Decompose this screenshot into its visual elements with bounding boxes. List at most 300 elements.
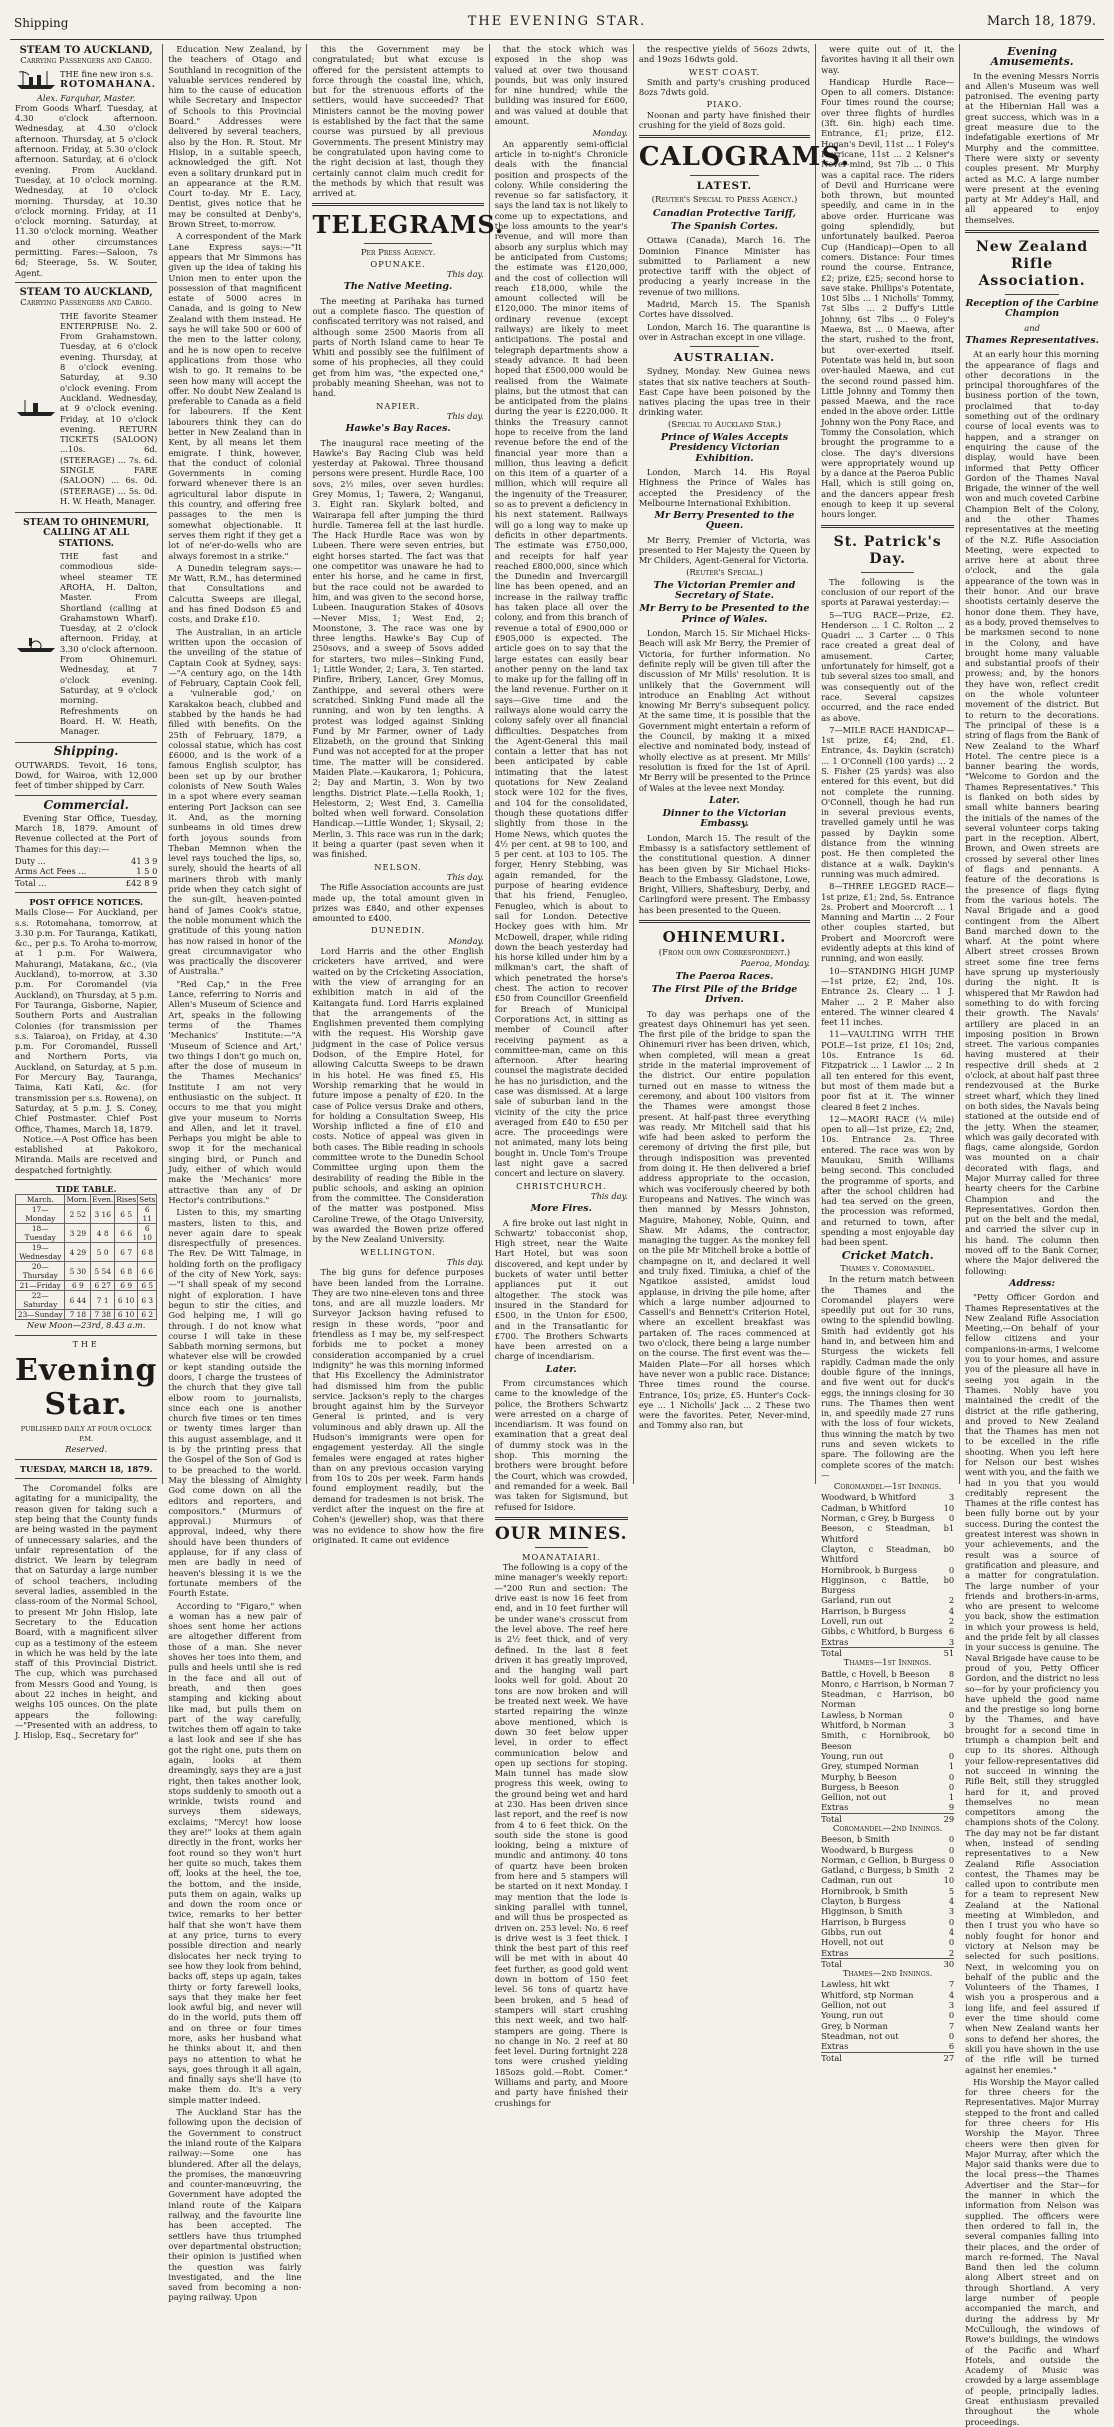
article-text: According to "Figaro," when a woman has a new pair of shoes sent home her actions are altogether different from those of a man. She never shoves her toes into them, and pulls and heels until she is red in the face and all out of breath, and then goes stamping and kicking about like mad, but pulls them on part of the way carefully, twitches them off again to take a last look and see if she has got the right one, puts them on again, looks at them dreamingly, says they are a just right, then takes another look, stops suddenly to smooth out a wrinkle, twists round and surveys them sideways, exclaims, "Mercy! how loose they are!" looks at them again directly in the front, works her foot round so they won't hurt her quite so much, takes them off, looks at the heel, the toe, the bottom, and the inside, puts them on again, walks up and down the room once or twice, remarks to her better half that she won't have them at any price, turns to every possible direction and nearly dislocates her neck trying to see how they look from behind, backs off, steps up again, takes thirty or forty farewell looks, says that they make her feet look awful big, and never will do in the world, puts them off and on three or four times more, asks her husband what he thinks about it, and then pays no attention to what he says, goes through it all again, and finally says she'll have (to make them do. It's a very simple matter indeed. <box>168 1600 302 2105</box>
batsman-score-row <box>821 1886 954 1896</box>
batsman-score-row <box>821 1782 954 1792</box>
tide-cell: 6 6 <box>138 1262 157 1281</box>
batsman-score-row <box>821 1948 954 1958</box>
premier-heading: The Victorian Premier and Secretary of State. <box>653 579 796 602</box>
ship-name: ROTOMAHANA. <box>60 78 157 90</box>
notice-text: Notice.—A Post Office has been established at Pakokoro, Miranda. Mails are received and despatched fortnightly. <box>15 1133 158 1175</box>
batsman-runs: 4 <box>948 1605 955 1616</box>
article-text: London, March 16. The quarantine is over in Astrachan except in one village. <box>638 321 811 342</box>
tide-column-header: Even. <box>92 1195 114 1205</box>
cricket-heading: Cricket Match. <box>841 1248 934 1262</box>
batsman-name: Gellion, not out <box>821 1792 887 1803</box>
tide-cell: 3 16 <box>91 1205 115 1224</box>
batsman-name: Whitford, b Norman <box>821 1720 906 1731</box>
article-text: At an early hour this morning the appearance of flags and other decorations in the principal thoroughfares of the business portion of the town, proclaimed that to-day something out of the ordinary course of local events was to happen, and a stranger on enquiring the cause of the display, would have been informed that Petty Officer Gordon of the Thames Naval Brigade, the winner of the well won and much coveted Carbine Champion Belt of the Colony, and the other Thames representatives at the meeting of the N.Z. Rifle Association Meeting, were expected to arrive here at about three o'clock, and the gala appearance of the town was in their honor. And our brave shootists certainly deserve the honor done them. They have, as a body, proved themselves to be marksmen second to none in the Colony, and have brought home many valuable and substantial proofs of their prowess; and, by the honors they have won, reflect credit on the whole volunteer movement of the district. But to return to the decorations. The principal of these is a string of flags from the Bank of New Zealand to the Wharf Hotel. The centre piece is a banner bearing the words, "Welcome to Gordon and the Thames Representatives." This is flanked on both sides by small white banners bearing the initials of the names of the several volunteer corps taking part in the reception. Albert, Brown, and Owen streets are crossed by several other lines of flags and pennants. A feature of the decorations is the presence of flags flying from the various hotels. The Naval Brigade and a good contingent from the Albert Band marched down to the wharf. At the point where Albert street crosses Brown street some fine tree ferns have sprung up mysteriously during the night. It is whispered that Mr Rawdon had something to do with forcing their growth. The Navals' artillery are placed in an imposing position in Brown street. The various companies having mustered at their respective drill sheds at 2 o'clock, at about half past three rendezvoused at the Burke street wharf, which they lined on both sides, the Navals being stationed at the outside end of the jetty. When the steamer, which was gaily decorated with flags, came alongside, Gordon was mounted on a chair decorated with flags, and Major Murray called for three hearty cheers for the Carbine Champion and the Representatives. Gordon then put on the belt and the medal, and carried the silver cup in his hand. The column then moved off to the Bank Corner, where the Major delivered the following: <box>965 349 1100 1276</box>
revenue-total-row: Total ... £42 8 9 <box>15 877 158 888</box>
batsman-runs: 0 <box>948 1709 955 1720</box>
section-label: Shipping <box>14 16 69 30</box>
batsman-score-row <box>821 2041 954 2051</box>
batsman-name: Lawless, hit wkt <box>821 1979 890 1990</box>
batsman-score-row <box>821 1845 954 1855</box>
batsman-score-row <box>821 1575 954 1596</box>
batsman-runs: 4 <box>948 1926 955 1937</box>
tide-row <box>16 1205 157 1224</box>
batsman-name: Gatland, c Burgess, b Smith <box>821 1865 940 1876</box>
batsman-runs: 3 <box>948 1636 955 1647</box>
berry2-heading: Mr Berry to be Presented to the Prince of Wales. <box>639 603 810 625</box>
article-text: The Australian, in an article written upon the occasion of the unveiling of the statue of Captain Cook at Sydney, says:—"A century ago, on the 14th of February, Captain Cook fell, a 'vulnerable god,' on Karakakoa beach, clubbed and stabbed by the hands he had filled with benefits. On the 25th of February, 1879, a colossal statue, which has cost £6000, and is the work of a famous English sculptor, has been set up by our brother colonists of New South Wales in a spot where every seaman entering Port Jackson can see it. And, as the morning sunbeams in old times drew forth joyous sounds from Theban Memnon when the level rays touched the lips, so, surely, should the hearts of all mariners throb with manly pride when they catch sight of the sun-gilt, heaven-pointed hand of James Cook's statue, the noble monument which the gratitude of this young nation has now raised in honor of the great circumnavigator who was practically the discoverer of Australia." <box>168 626 302 977</box>
article-text: Sydney, Monday. New Guinea news states that six native teachers at South-East Cape have been poisoned by the natives placing the upas tree in their drinking water. <box>638 366 811 418</box>
dateline-place: NELSON. <box>374 861 422 872</box>
batsman-name: Monro, c Harrison, b Norman <box>821 1678 947 1689</box>
batsman-name: Hornibrook, b Burgess <box>821 1564 917 1575</box>
batsman-name: Extras <box>821 1636 849 1647</box>
paddle-steamer-icon <box>15 634 57 654</box>
leader-text: The Coromandel folks are agitating for a municipality, the reason given for taking such a step being that the County funds are being wasted in the payment of unnecessary salaries, and the unfair representation of the district. We learn by telegram that on Saturday a large number of school teachers, including several ladies, assembled in the class-room of the Normal School, to present Mr John Hislop, late Secretary to the Education Board, with a magnificent silver cup as a testimony of the esteem in which he was held by the late staff of this Provincial District. The cup, which was purchased from Messrs Good and Young, is about 22 inches in height, and weighs 105 ounces. On the plate appears the following:—"Presented with an address, to J. Hislop, Esq., Secretary for" <box>15 1483 158 1741</box>
scorecard-coromandel-1 <box>821 1492 954 1646</box>
batsman-runs: 1 <box>948 1523 955 1534</box>
article-text: The following is a copy of the mine manager's weekly report:—"200 Run and section: The drive east is now 16 feet from end, and in 10 feet further will be under wane's crosscut from the level above. The reef here is 2½ feet thick, and of very defined. In the last 8 feet driven it has greatly improved, and the hanging wall part looks well for gold. About 20 tons are now broken and will be treated next week. We have started repairing the winze above mentioned, which is down 30 feet below upper level, in order to effect communication below and open up sections for stoping. Main tunnel has made slow progress this week, owing to the ground being wet and hard at 230. Has been driven since last report, and the reef is now from 4 to 6 feet thick. On the south side the stone is good looking, being a mixture of mundic and antimony. 40 tons of quartz have been broken from here and 5 stampers will be started on it next Monday. I may mention that the lode is sinking parallel with tunnel, and will thus be prospected as driven on. 253 level: No. 6 reef is drive west is 3 feet thick. I think the best part of this reef will be met with in about 40 feet further, as good gold went down in bottom of 150 feet level. 56 tons of quartz have been broken, and 5 head of stampers will start crushing this next week, and two half-stampers are going. There is no change in No. 2 reef at 80 feet level. During fortnight 228 tons were crushed yielding 185ozs gold.—Robt. Comer." Williams and party, and Moore and party have finished their crushings for <box>494 1562 628 2108</box>
paper-title: THE EVENING STAR. <box>467 14 647 29</box>
mine-name: PIAKO. <box>706 99 743 110</box>
batsman-score-row <box>821 2021 954 2031</box>
dateline-place: OPUNAKE. <box>370 258 426 269</box>
article-text: The meeting at Parihaka has turned out a complete fiasco. The question of confiscated territory was not raised, and although some 2500 Maoris from all parts of North Island came to hear Te Whiti and possibly see the fulfilment of some of his prophecies, all they could get from him was, "the expected one," probably meaning Sheehan, was not to hand. <box>312 295 484 399</box>
dateline-place: CHRISTCHURCH. <box>516 1180 607 1191</box>
batsman-name: Hornibrook, b Smith <box>821 1885 908 1896</box>
batsman-runs: 9 <box>948 1802 955 1813</box>
tide-row <box>16 1262 157 1281</box>
batsman-runs: 10 <box>943 1875 955 1886</box>
dateline-day: This day. <box>590 1190 628 1201</box>
batsman-runs: 2 <box>948 1947 955 1958</box>
innings-total: Total 51 <box>821 1647 955 1658</box>
moon-text: New Moon—23rd, 8.43 a.m. <box>27 1320 146 1331</box>
batsman-runs: 5 <box>948 1885 955 1896</box>
column-2 <box>163 44 307 2303</box>
berry-heading: Mr Berry Presented to the Queen. <box>654 510 795 532</box>
batsman-score-row <box>821 1679 954 1689</box>
batsman-name: Burgess, b Beeson <box>821 1781 899 1792</box>
batsman-name: Smith, c Hornibrook, b Beeson <box>821 1730 949 1751</box>
tide-cell: 6 5 <box>115 1205 138 1224</box>
batsman-name: Garland, run out <box>821 1595 892 1606</box>
tide-row <box>16 1281 157 1291</box>
batsman-name: Gibbs, run out <box>821 1926 882 1937</box>
tide-cell: 6 9 <box>115 1281 138 1291</box>
dinner-heading: Dinner to the Victorian Embassy. <box>662 808 787 830</box>
batsman-score-row <box>821 1792 954 1802</box>
innings-total: Total 29 <box>821 1813 955 1824</box>
nameplate-the: THE <box>72 1339 100 1349</box>
tide-cell: 6 9 <box>65 1281 91 1291</box>
tide-cell: 6 2 <box>138 1310 157 1320</box>
batsman-name: Extras <box>821 1947 849 1958</box>
batsman-name: Grey, stumped Norman <box>821 1761 919 1772</box>
batsman-score-row <box>821 1937 954 1947</box>
scorecard-thames-2 <box>821 1979 954 2051</box>
reuters-line: (Reuter's Special to Press Agency.) <box>651 195 798 206</box>
batsman-runs: 0 <box>948 1564 955 1575</box>
innings-heading: Thames—2nd Innings. <box>842 1969 933 1980</box>
tide-column-header: March. <box>16 1195 65 1205</box>
batsman-name: Beeson, b Smith <box>821 1834 890 1845</box>
batsman-runs: 0 <box>948 1513 955 1524</box>
column-5 <box>634 44 851 1484</box>
masthead <box>10 10 1104 40</box>
tide-cell: 2 52 <box>65 1205 91 1224</box>
commercial-text: Evening Star Office, Tuesday, March 18, 1879. Amount of Revenue collected at the Port of Thames for this day:— <box>15 812 158 854</box>
column-1 <box>10 44 163 1741</box>
article-text: London, March 15. Sir Michael Hicks-Beach will ask Mr Berry, the Premier of Victoria, for further information. No definite reply will be given till after the discussion of Mr Mills' resolution. It is unlikely that the Government will introduce an Enabling Act without knowing Mr Berry's subsequent policy. At the same time, it is possible that the Government might entertain a reform of the Council, by making it a mixed elective and nominated body, instead of wholly elective as at present. Mr Mills' resolution is fixed for the 1st of April. Mr Berry will be presented to the Prince of Wales at the levee next Monday. <box>638 628 811 793</box>
tide-cell: 3 29 <box>65 1224 91 1243</box>
batsman-name: Clayton, b Burgess <box>821 1896 901 1907</box>
tide-cell: 18—Tuesday <box>16 1224 65 1243</box>
batsman-name: Cadman, b Whitford <box>821 1502 907 1513</box>
batsman-runs: 0 <box>948 2010 955 2021</box>
ad-steam-ohinemuri <box>15 516 157 743</box>
batsman-runs: 1 <box>948 1761 955 1772</box>
batsman-name: Battle, c Hovell, b Beeson <box>821 1668 930 1679</box>
and-line: and <box>1024 322 1040 333</box>
race-result: 8—THREE LEGGED RACE—1st prize, £1; 2nd, 5s. Entrance 2s. Probert and Moorcroft ... 1 Manning and Martin ... 2 Four other couples started, but Probert and Moorcroft were evidently adepts at this kind of running, and won easily. <box>821 881 955 964</box>
nameplate: Evening Star. <box>15 1352 158 1422</box>
article-text: Lord Harris and the other English cricketers have arrived, and were waited on by the Cricketing Association, with the view of arranging for an exhibition match in aid of the Kaitangata fund. Lord Harris explained that the arrangements of the Englishmen prevented them complying with the request. His Worship gave judgment in the case of Police versus Dodson, of the Empire Hotel, for allowing Calcutta Sweeps to be drawn in his hotel. He was fined £5, His Worship remarking that he would in future impose a penalty of £20. In the case of Police versus Drake and others, for holding a Consultation Sweep, His Worship inflicted a fine of £10 and costs. Notice of appeal was given in both cases. The Bible reading in schools committee wrote to the Dunedin School Committee urging upon them the desirability of reading the Bible in the public schools, and asking an opinion from the committee. The Consideration of the matter was postponed. Miss Caroline Trewe, of the Otago University, was awarded the Bowen prize offered by the New Zealand University. <box>312 946 484 1245</box>
article-text: that the stock which was exposed in the shop was valued at over two thousand pounds, but was only insured for nine hundred; while the building was insured for £600, and was valued at double that amount. <box>494 44 628 127</box>
batsman-score-row <box>821 1503 954 1513</box>
later-heading: Later. <box>709 794 740 806</box>
ad-body: From Goods Wharf. Tuesday, at 4.30 o'clock afternoon. Wednesday, at 4.30 o'clock afternoon. Thursday, at 5 o'clock afternoon. Friday, at 5.30 o'clock afternoon. Saturday, at 6 o'clock evening. From Auckland. Tuesday, at 10 o'clock morning. Wednesday, at 10 o'clock morning. Thursday, at 10.30 o'clock morning. Friday, at 11 o'clock morning. Saturday, at 11.30 o'clock morning. Weather and other circumstances permitting. Fares:—Saloon, 7s 6d; Steerage, 5s. W. Souter, Agent. <box>15 102 158 278</box>
batsman-name: Young, run out <box>821 2010 884 2021</box>
batsman-runs: 0 <box>948 1730 955 1741</box>
tide-cell: 7 1 <box>91 1291 115 1310</box>
column-4 <box>490 44 634 2108</box>
tide-column-header: Sets <box>139 1195 156 1205</box>
paeroa-races-heading: The Paeroa Races. <box>675 970 774 982</box>
dateline-day: Monday. <box>448 935 484 946</box>
latest-heading: LATEST. <box>696 180 753 193</box>
batsman-score-row <box>821 1906 954 1916</box>
tide-cell: 19—Wednesday <box>16 1243 65 1262</box>
batsman-name: Steadman, not out <box>821 2030 899 2041</box>
mine-name: WEST COAST. <box>688 66 761 77</box>
australian-heading: AUSTRALIAN. <box>673 350 776 365</box>
dateline-day: This day. <box>446 1256 484 1267</box>
article-text: A correspondent of the Mark Lane Express says:—"It appears that Mr Simmons has given up the idea of taking his Union men to enter upon the possession of that magnificent estate of 5000 acres in Canada, and is going to New Zealand with them instead. He says he will take 500 or 600 of the men to the latter colony, and he is now open to receive applications from those who wish to go. It remains to be seen how many will accept the offer. No doubt New Zealand is preferable to Canada as a field for labourers. If the Kent labourers think they can do better in New Zealand than in Kent, by all means let them emigrate. I think, however, that the conduct of colonial Governments in coming forward whenever there is an agricultural labor dispute in this country, and offering free passages to the men is somewhat objectionable. It serves them right if they get a lot of ne'er-do-wells who are always foremost in a strike." <box>168 231 302 561</box>
reception-heading: Reception of the Carbine Champion <box>965 298 1099 320</box>
ohinemuri-heading: OHINEMURI. <box>662 928 787 947</box>
batsman-name: Higginson, b Smith <box>821 1906 903 1917</box>
batsman-score-row <box>821 1523 954 1544</box>
article-text: "Red Cap," in the Free Lance, referring to Norris and Allen's Museum of Science and Art, speaks in the following terms of the Thames 'Mechanics' Institute:—"A 'Museum of Science and Art,' two things I don't go much on, after the dose of museum in the Thames Mechanics' Institute I am not very enthusiastic on the subject. It occurs to me that you might give your museum to Norris and Allen, and let it travel. Perhaps you might be able to swop it for the mechanical singing bird, or Punch and Judy, either of which would make the 'Mechanics' more attractive than any of Dr Hector's contributions." <box>168 978 302 1205</box>
ship-illustration <box>15 551 157 736</box>
batsman-score-row <box>821 1606 954 1616</box>
batsman-name: Extras <box>821 2041 849 2052</box>
batsman-name: Murphy, b Beeson <box>821 1771 897 1782</box>
outwards-text: OUTWARDS. Tevoit, 16 tons, Dowd, for Wairoa, with 12,000 feet of timber shipped by Carr. <box>15 759 158 791</box>
press-agency-line: Per Press Agency. <box>360 248 436 259</box>
tide-cell: 4 8 <box>91 1224 115 1243</box>
batsman-runs: 0 <box>948 2030 955 2041</box>
mine-name: MOANATAIARI. <box>521 1551 601 1562</box>
rifle-association-heading: New Zealand Rifle Association. <box>976 239 1089 290</box>
prince-heading: Prince of Wales Accepts Presidency Victorian Exhibition. <box>660 432 789 464</box>
batsman-score-row <box>821 2000 954 2010</box>
tide-cell: 6 8 <box>138 1243 157 1262</box>
article-text: To day was perhaps one of the greatest days Ohinemuri has yet seen. The first pile of the bridge to span the Ohinemuri river has been driven, which, when completed, will mean a great stride in the material improvement of the district. Our entire population turned out en masse to witness the ceremony, and about 100 visitors from the Thames were amongst those present. At half-past three everything was ready. Mr Mitchell said that his wife had been asked to perform the ceremony of driving the first pile, but through indisposition was prevented from doing it. He then delivered a brief address appropriate to the occasion, which was vociferously cheered by both Europeans and Natives. The winch was then manned by Messrs Johnston, Maguire, Mahoney, Noble, Quinn, and Shaw. Mr Adams, the contractor, managing the tugger. As the monkey fell on the pile Mr Mitchell broke a bottle of champagne on it, and declared it well and truly fixed. Timiuka, a chief of the Ngatikoe assisted, amidst loud applause, in driving the pile home, after which a large number adjourned to Cassell's and Bennett's Criterion Hotel, where an excellent breakfast was partaken of. The races commenced at two o'clock, there being a large number on the course. The first event was the— Maiden Plate—For all horses which have never won a public race. Distance: Three times round the course. Entrance, 10s; prize, £5. Hunter's Cock-eye ... 1 Nicholls' Jack ... 2 These two were the favorites. Peter, Never-mind, and Tommy also ran, but <box>638 1008 811 1431</box>
batsman-runs: 0 <box>948 1916 955 1927</box>
calograms-heading: CALOGRAMS. <box>638 142 851 173</box>
issue-date: TUESDAY, MARCH 18, 1879. <box>19 1463 153 1474</box>
batsman-score-row <box>821 1855 954 1865</box>
scorecard-thames-1 <box>821 1669 954 1813</box>
arms-row: Arms Act Fees ... 1 5 0 <box>15 866 158 877</box>
tide-cell: 7 18 <box>65 1310 91 1320</box>
tariff-heading: Canadian Protective Tariff, <box>652 207 796 219</box>
batsman-runs: 0 <box>948 1937 955 1948</box>
batsman-score-row <box>821 1834 954 1844</box>
shipping-heading: Shipping. <box>53 744 119 759</box>
dateline-day: This day. <box>446 871 484 882</box>
batsman-score-row <box>821 1990 954 2000</box>
published-line: PUBLISHED DAILY AT FOUR O'CLOCK P.M. <box>20 1424 152 1444</box>
batsman-score-row <box>821 1730 954 1751</box>
article-text: From circumstances which came to the knowledge of the police, the Brothers Schwartz were arrested on a charge of incendiarism. It was found on examination that a great deal of dummy stock was in the shop. This morning the brothers were brought before the Court, which was crowded, and remanded for a week. Bail was taken for Sigismund, but refused for Isidore. <box>494 1378 628 1512</box>
our-mines-heading: OUR MINES. <box>495 1523 628 1544</box>
post-office-heading: POST OFFICE NOTICES. <box>29 896 143 907</box>
batsman-name: Gibbs, c Whitford, b Burgess <box>821 1626 943 1637</box>
dateline-day: Paeroa, Monday. <box>740 958 811 969</box>
cortes-heading: The Spanish Cortes. <box>670 220 778 232</box>
tide-cell: 5 54 <box>91 1262 115 1281</box>
batsman-name: Grey, b Norman <box>821 2020 888 2031</box>
amusements-heading: Evening Amusements. <box>990 45 1074 69</box>
batsman-runs: 2 <box>948 1595 955 1606</box>
batsman-runs: 2 <box>948 1865 955 1876</box>
batsman-name: Lovell, run out <box>821 1616 883 1627</box>
tide-row <box>16 1310 157 1320</box>
reuter-special-line: (Reuter's Special.) <box>686 567 763 578</box>
batsman-score-row <box>821 1865 954 1875</box>
article-text: London, March 14. His Royal Highness the Prince of Wales has accepted the Presidency of the Melbourne International Exhibition. <box>638 466 811 508</box>
dateline-place: WELLINGTON. <box>360 1246 436 1257</box>
article-text: Education New Zealand, by the teachers of Otago and Southland in recognition of the valuable services rendered by him to the cause of education while Secretary and Inspector of Schools to this Provincial Board." Addresses were delivered by several teachers, also by the Hon. R. Stout. Mr Hislop, in a suitable speech, acknowledged the gift. Not even a solitary drunkard put in an appearance at the R.M. Court to-day. Mr E. Lacy, Dentist, gives notice that he may be consulted at Denby's, Brown Street, to-morrow. <box>168 44 302 230</box>
batsman-score-row <box>821 1751 954 1761</box>
ad-title: STEAM TO OHINEMURI, CALLING AT ALL STATIONS. <box>23 518 150 549</box>
article-text: Noonan and party have finished their crushing for the yield of 8ozs gold. <box>638 109 811 131</box>
telegrams-heading: TELEGRAMS. <box>312 210 505 240</box>
batsman-runs: 4 <box>948 1989 955 2000</box>
article-text: Madrid, March 15. The Spanish Cortes have dissolved. <box>638 299 811 320</box>
article-text: A Dunedin telegram says:—Mr Watt, R.M., has determined that Consultations and Calcutta Sweeps are illegal, and has fined Dodson £5 and costs, and Drake £10. <box>168 562 302 625</box>
tide-column-header: Morn. <box>66 1195 90 1205</box>
bridge-pile-heading: The First Pile of the Bridge Driven. <box>651 983 798 1006</box>
cricket-subheading: Thames v. Coromandel. <box>840 1263 936 1274</box>
tide-cell: 23—Sunday <box>16 1310 65 1320</box>
duty-row: Duty ... 41 3 9 <box>15 856 158 867</box>
batsman-runs: 7 <box>948 1979 955 1990</box>
batsman-runs: 6 <box>948 2041 955 2052</box>
later-heading: Later. <box>545 1363 577 1375</box>
batsman-runs: 0 <box>948 1771 955 1782</box>
article-text: "Petty Officer Gordon and Thames Representatives at the New Zealand Rifle Association Meeting,—On behalf of your fellow citizens and your companions-in-arms, I welcome you to your homes, and assure you of the pleasure all have in seeing you again in the Thames. Nobly have you maintained the credit of the district at the rifle gathering, and proved to New Zealand that the Thames has men not to be excelled in the rifle shooting. When you left here for Nelson our best wishes went with you, and the faith we had in you that you would creditably represent the Thames at the rifle contest has been fully borne out by your success. During the contest the greatest interest was shown in your achievements, and the result was a source of gratification and pleasure, and a matter for congratulation. The large number of your friends and brothers-in-arms, who are present to welcome you back, show the estimation in which your prowess is held, and the pride felt by all classes in your success is genuine. The Naval Brigade have cause to be proud of you, Petty Officer Gordon, and the district no less so—for by your proficiency you have upheld the good name and the prestige so long borne by the Thames, and have brought for a second time in triumph a champion belt and cup to its shores. Although your fellow-representatives did not succeed in winning the Rifle Belt, still they struggled hard for it, and proved themselves no mean competitors among the champions shots of the Colony. The day may not be far distant when, instead of sending representatives to a New Zealand Rifle Association contest, the Thames may be called upon to contribute men for a team to represent New Zealand at the National meeting at Wimbledon, and then I trust you who have so nobly fought for honor and victory at Nelson may be selected for such positions. Next, in welcoming you on behalf of the public and the Volunteers of the Thames, I wish you a prosperous and a long life, and feel assured if ever the time should come when New Zealand wants her sons to defend her shores, the skill you have shown in the use of the rifle will be turned against her enemies." <box>965 1292 1100 2075</box>
batsman-name: Norman, c Grey, b Burgess <box>821 1513 935 1524</box>
batsman-runs: 0 <box>948 1543 955 1554</box>
steamship-icon <box>15 69 57 91</box>
tide-row <box>16 1243 157 1262</box>
dateline-day: Monday. <box>592 128 628 139</box>
batsman-name: Norman, c Gellion, b Burgess <box>821 1854 946 1865</box>
st-patricks-heading: St. Patrick's Day. <box>833 533 942 567</box>
ad-subtitle: Carrying Passengers and Cargo. <box>20 56 153 67</box>
tide-row <box>16 1224 157 1243</box>
native-meeting-heading: The Native Meeting. <box>343 281 453 293</box>
tide-cell: 6 5 <box>138 1281 157 1291</box>
article-text: Handicap Hurdle Race—Open to all comers. Distance: Four times round the course; over three flights of hurdles (3ft. 6in. high) each time. Entrance, £1; prize, £12. Hogan's Devil, 11st ... 1 Foley's Hurricane, 11st ... 2 Kelsner's Never-mind, 9st 7lb ... 0 This was a capital race. The riders of Devil and Hurricane were both thrown, but mounted speedily, and came in in the above order. Hurricane was going splendidly, but unfortunately baulked. Paeroa Cup (Handicap)—Open to all comers. Distance: Four times round the course. Entrance, £2; prize, £25; second horse to save stake. Phillips's Potentate, 10st 5lbs ... 1 Nicholls' Tommy, 7st 5lbs ... 2 Duffy's Little Johnny, 6st 7lbs ... 0 Foley's Maewa, 8st ... 0 Maewa, after the start, rushed to the front, but over-exerted itself. Potentate was held in, but soon over-hauled Maewa, and cut the second round passed him. Little Johnny and Tommy then passed Maewa, and the race ended in the above order. Little Johnny won the Pony Race, and Tommy the Consolation, which brought the programme to a close. The day's diversions were appropriately wound up by a dance at the Paeroa Public Hall, which is still going on, and the dancers appear fresh enough to keep it up several hours longer. <box>821 76 955 520</box>
batsman-runs: 0 <box>948 1834 955 1845</box>
steamship-icon <box>15 398 57 418</box>
page-date: March 18, 1879. <box>986 14 1096 29</box>
batsman-name: Gellion, not out <box>821 2000 887 2011</box>
ad-body: THE favorite Steamer ENTERPRISE No. 2. From Grahamstown. Tuesday, at 6 o'clock evening. Thursday, at 8 o'clock evening. Saturday, at 9.30 o'clock evening. From Auckland. Wednesday, at 9 o'clock evening. Friday, at 10 o'clock evening. RETURN TICKETS (SALOON) ...10s. 6d. (STEERAGE) ... 7s. 6d. SINGLE FARE (SALOON) ... 6s. 0d. (STEERAGE) ... 5s. 0d. H. W. Heath, Manager. <box>60 310 158 506</box>
tide-cell: 6 3 <box>138 1291 157 1310</box>
ad-title: STEAM TO AUCKLAND, <box>19 286 153 298</box>
batsman-name: Hovell, not out <box>821 1937 884 1948</box>
batsman-name: Whitford, stp Norman <box>821 1989 914 2000</box>
batsman-name: Steadman, c Harrison, b Norman <box>821 1689 949 1710</box>
innings-heading: Coromandel—2nd Innings. <box>832 1823 943 1834</box>
tide-cell: 6 10 <box>115 1291 138 1310</box>
article-text: In the return match between the Thames and the Coromandel players were speedily put out for 30 runs, owing to the splendid bowling. Smith had evidently got his hand in, and between him and Sturgess the wickets fell rapidly. Cadman made the only double figure of the innings, and five went out for duck's eggs, the innings closing for 30 runs. The Thames then went in, and speedily made 27 runs with the loss of four wickets, thus winning the match by two runs and seven wickets to spare. The following are the complete scores of the match:— <box>821 1274 955 1480</box>
batsman-score-row <box>821 1513 954 1523</box>
dateline-day: This day. <box>446 269 484 280</box>
tide-cell: 5 30 <box>65 1262 91 1281</box>
ad-steam-enterprise <box>15 286 157 513</box>
tide-cell: 6 10 <box>115 1310 138 1320</box>
batsman-runs: 0 <box>948 1750 955 1761</box>
tide-cell: 17—Monday <box>16 1205 65 1224</box>
representatives-heading: Thames Representatives. <box>965 334 1099 346</box>
article-text: were quite out of it, the favorites having it all their own way. <box>821 44 955 75</box>
races-heading: Hawke's Bay Races. <box>345 423 451 435</box>
ad-body: THE fast and commodious side-wheel steamer TE AROHA, H. Dalton, Master. From Shortland (calling at Grahamstown Wharf). Tuesday, at 2 o'clock afternoon. Friday, at 3.30 o'clock afternoon. From Ohinemuri. Wednesday, at 7 o'clock evening. Saturday, at 9 o'clock morning. Refreshments on Board. H. W. Heath, Manager. <box>60 551 158 737</box>
batsman-runs: 8 <box>948 1668 955 1679</box>
tide-cell: 7 38 <box>91 1310 115 1320</box>
batsman-runs: 6 <box>948 1626 955 1637</box>
batsman-score-row <box>821 1772 954 1782</box>
batsman-score-row <box>821 1595 954 1605</box>
article-text: The Rifle Association accounts are just made up, the total amount given in prizes was £840, and other expenses amounted to £400. <box>312 882 484 924</box>
article-text: Smith and party's crushing produced 8ozs 7dwts gold. <box>638 76 811 98</box>
address-heading: Address: <box>1009 1277 1056 1289</box>
batsman-runs: 1 <box>948 1792 955 1803</box>
tide-cell: 6 7 <box>115 1243 138 1262</box>
batsman-name: Lawless, b Norman <box>821 1709 903 1720</box>
fires-heading: More Fires. <box>530 1203 592 1215</box>
article-text: The Auckland Star has the following upon the decision of the Government to construct the inland route of the Kaipara railway:—Some one has blundered. After all the delays, the promises, the manœuvring and counter-manœuvring, the Government have adopted the inland route of the Kaipara railway, and the favourite line has been accepted. The settlers have thus triumphed over departmental obstruction; their opinion is justified when the question was fairly investigated, and the line saved from becoming a non-paying railway. Upon <box>168 2107 302 2303</box>
ad-steam-rotomahana <box>15 44 157 283</box>
batsman-score-row <box>821 1565 954 1575</box>
article-text: An apparently semi-official article in to-night's Chronicle deals with the financial position and prospects of the colony. While considering the revenue so far satisfactory, it says the land tax is not likely to come up to expectations, and the loss amounts to the year's revenue, and will more than absorb any surplus which may be anticipated from Customs; the estimate was £120,000, and the cost of collection will reach £18,000, while the amount collected will be £120,000. The minor items of ordinary revenue (except railways) are likely to meet anticipations. The postal and telegraph departments show a steady advance. It had been hoped that £500,000 would be realised from the Waimate plains, but the utmost that can be anticipated from the plains during the year is £220,000. It thinks the Treasury cannot hope to receive from the land revenue before the end of the financial year more than a million, thus leaving a deficit on this item of a quarter of a million, which will require all the ingenuity of the Treasurer, so as to prevent a deficiency in his next statement. Railways will go a long way to make up deficits in other departments. The estimate was £750,000, and receipts for half year reached £800,000, since which the Dunedin and Invercargill line has been opened, and an increase in the railway traffic has taken place all over the colony, and from this branch of revenue a total of £900,000 or £905,000 is expected. The article goes on to say that the large estates can easily bear another penny on the land tax to make up for the falling off in the land revenue. Further on it says—Give time and the railways alone would carry the colony safely over all financial difficulties. Despatches from the Agent-General this mail contain a letter that has not been anticipated by cable intimating that the latest quotations for New Zealand stock were 102 for the fives, and 104 for the consolidated, though these quotations differ slightly from those in the Home News, which quotes the 4½ per cent. at 98 to 100, and 5 per cent. at 103 to 105. The forger, Henry Stebbing, was again remanded, for the purpose of hearing evidence that his friend, Fenugleo, Fenugleo, which is about to sail for London. Detective Hockey goes with him. Mr McDowell, draper, while riding down the beach yesterday had his horse killed under him by a milkman's cart, the shaft of which penetrated the horse's chest. The action to recover £50 from Councillor Greenfield for Breach of Municipal Corporations Act, in sitting as member of Council after receiving payment as a committee-man, came on this afternoon. After hearing counsel the magistrate decided he has no jurisdiction, and the case was dismissed. At a large sale of suburban land in the vicinity of the city the price averaged from £40 to £50 per acre. The proceedings were not animated, many lots being bought in. Uncle Tom's Troupe last night gave a sacred concert and lecture on slavery. <box>494 138 628 1179</box>
batsman-score-row <box>821 1917 954 1927</box>
ad-subtitle: Carrying Passengers and Cargo. <box>20 298 153 309</box>
batsman-score-row <box>821 2031 954 2041</box>
tide-cell: 6 10 <box>138 1224 157 1243</box>
tide-table <box>15 1194 157 1320</box>
innings-heading: Thames—1st Innings. <box>843 1658 932 1669</box>
batsman-score-row <box>821 1720 954 1730</box>
dateline-day: This day. <box>446 410 484 421</box>
batsman-runs: 3 <box>948 1492 955 1503</box>
article-text: A fire broke out last night in Schwartz' tobacconist shop, High street, near the Waite Hart Hotel, but was soon discovered, and kept under by buckets of water until better appliances put it out altogether. The stock was insured in the Standard for £500, in the Union for £500, and in the Transatlantic for £700. The Brothers Schwarts have been arrested on a charge of incendiarism. <box>494 1217 628 1362</box>
batsman-runs: 4 <box>948 1896 955 1907</box>
batsman-runs: 10 <box>943 1502 955 1513</box>
tide-cell: 5 0 <box>91 1243 115 1262</box>
batsman-name: Cadman, run out <box>821 1875 893 1886</box>
batsman-score-row <box>821 1710 954 1720</box>
tide-table-heading: TIDE TABLE. <box>55 1183 117 1194</box>
batsman-name: Woodward, b Whitford <box>821 1492 917 1503</box>
article-text: Listen to this, my smarting masters, listen to this, and never again dare to speak disrespectfully of presences. The Rev. De Witt Talmage, in holding forth on the profligacy of the city of New York, says:—"I shall speak of my second night of exploration. I have begun to stir the cities, and God helping me, I will go through. I do not know what course I will take in these Sabbath morning sermons, but whatever else will be crowded or kept standing outside the doors, I charge the trustees of the church that they give tall elbow room to journalists, since each one is another church five times or ten times or twenty times larger than this august assemblage, and it is by the printing press that the Gospel of the Son of God is to be preached to the world. May the blessing of Almighty God come down on all the editors and reporters, and compositors." (Murmurs of approval.) Murmurs of approval, indeed, why there should have been thunders of applause, for if any class of men are badly in need of heaven's blessing it is we the fortunate members of the Fourth Estate. <box>168 1207 302 1599</box>
race-result: 5—TUG RACE—Prize, £2. Henderson ... 1 C. Rolton ... 2 Quadri ... 3 Carter ... 0 This race created a great deal of amusement. Carter, unfortunately for himself, got a tub several sizes too small, and was consequently out of the race. Several capsizes occurred, and the race ended as above. <box>821 609 955 723</box>
batsman-name: Beeson, c Steadman, b Whitford <box>821 1523 949 1544</box>
batsman-runs: 3 <box>948 1720 955 1731</box>
batsman-score-row <box>821 1637 954 1647</box>
article-text: The big guns for defence purposes have been landed from the Lorraine. They are two nine-eleven tons and three tons, and are all muzzle loaders. Mr Surveyor Jackson having refused to resign in these words, "poor and friendless as I may be, my self-respect forbids me to pocket a money consideration accompanied by a cruel indignity" he was this morning informed that His Excellency the Administrator had dismissed him from the public service. Jackson's reply to the charges brought against him by the Surveyor General is printed, and is very voluminous and ably drawn up. All the Hudson's immigrants were open for engagement yesterday. All the single females were engaged at rates higher than on any previous occasion varying from 10s to 20s per week. Farm hands found employment readily, but the demand for tradesmen is not brisk. The verdict after the inquest on the fire at Cohen's (jeweller) shop, was that there was no evidence to show how the fire originated. It came out evidence <box>312 1267 484 1545</box>
batsman-score-row <box>821 1689 954 1710</box>
tide-cell: 4 29 <box>65 1243 91 1262</box>
ad-master: Alex. Farquhar, Master. <box>36 92 136 103</box>
batsman-score-row <box>821 1492 954 1502</box>
race-result: 11—VAULTING WITH THE POLE—1st prize, £1 10s; 2nd, 10s. Entrance 1s 6d. Fitzpatrick ... 1 Lawlor ... 2 In all ten entered for this event, but most of them made but a poor fist at it. The winner cleared 8 feet 2 inches. <box>821 1029 955 1112</box>
batsman-score-row <box>821 2010 954 2020</box>
batsman-runs: 7 <box>948 2020 955 2031</box>
batsman-score-row <box>821 1761 954 1771</box>
article-text: London, March 15. The result of the Embassy is a satisfactory settlement of the constitutional question. A dinner has been given by Sir Michael Hicks-Beach to the Embassy. Gladstone, Lowe, Bright, Villiers, Shaftesbury, Derby, and Carlingford were present. The Embassy has been presented to the Queen. <box>638 832 811 915</box>
batsman-name: Woodward, b Burgess <box>821 1844 914 1855</box>
race-result: 7—MILE RACE HANDICAP—1st prize, £4; 2nd, £1. Entrance, 4s. Daykin (scratch) ... 1 O'Connell (100 yards) ... 2 S. Fisher (25 yards) was also entered for this event, but did not complete the running. O'Connell, though he had run in several previous events, travelled gamely until he was passed by Daykin some distance from the winning post. He then completed the distance at a walk. Daykin's running was much admired. <box>821 724 955 879</box>
batsman-score-row <box>821 1927 954 1937</box>
batsman-name: Clayton, c Steadman, b Whitford <box>821 1543 949 1565</box>
batsman-runs: 0 <box>948 1689 955 1700</box>
article-text: The inaugural race meeting of the Hawke's Bay Racing Club was held yesterday at Pakowai. Three thousand persons were present. Hurdle Race, 100 sovs, 2½ miles, over seven hurdles: Grey Momus, 1; Tawera, 2; Wanganui, 3. Eight ran. Skylark bolted, and Wairarapa fell after jumping the third hurdle. Tamerea fell at the last hurdle. The Hack Hurdle Race was won by Lubeen. There were seven entries, but eight horses started. The fact was that one competitor was unaware he had to enter his horse, and he came in first, but the race could not be awarded to him, and was given to the second horse, Lubeen. Inauguration Stakes of 40sovs—Never Miss, 1; West End, 2; Moonstone, 3. The race was one by three lengths. Hawke's Bay Cup of 250sovs, and a sweep of 5sovs added for starters, two miles—Sinking Fund, 1; Little Wonder, 2; Lara, 3. Ten started. Pinfire, Bribery, Lancer, Grey Momus, Zanthippe, and several others were scratched. Sinking Fund made all the running, and won by ten lengths. A protest was lodged against Sinking Fund by Mr Farmer, owner of Lady Elizabeth, on the ground that Sinking Fund was not accepted for at the proper time. The matter will be considered. Maiden Plate.—Kaukarora, 1; Pohicura, 2; Day and Martin, 3. Won by two lengths. District Plate.—Lella Rookh, 1; Helestorm, 2; West End, 3. Camellia bolted when well forward. Consolation Handicap.—Little Wonder, 1; Skysail, 2; Merlin, 3. This race was run in the dark; it being a quarter (past seven when it was finished. <box>312 437 484 860</box>
tide-cell: 6 11 <box>138 1205 157 1224</box>
batsman-runs: 0 <box>948 1844 955 1855</box>
batsman-score-row <box>821 1669 954 1679</box>
batsman-runs: 7 <box>948 1678 955 1689</box>
own-correspondent-line: (From our own Correspondent.) <box>658 948 791 959</box>
innings-total: Total 30 <box>821 1958 955 1969</box>
batsman-runs: 0 <box>948 1574 955 1585</box>
tide-cell: 22—Saturday <box>16 1291 65 1310</box>
batsman-score-row <box>821 1802 954 1812</box>
batsman-name: Harrison, b Burgess <box>821 1916 906 1927</box>
article-text: Mr Berry, Premier of Victoria, was presented to Her Majesty the Queen by Mr Childers, Agent-General for Victoria. <box>638 534 811 566</box>
tide-cell: 6 44 <box>65 1291 91 1310</box>
batsman-runs: 0 <box>948 1781 955 1792</box>
batsman-name: Harrison, b Burgess <box>821 1605 906 1616</box>
article-text: Ottawa (Canada), March 16. The Dominion Finance Minister has submitted to Parliament a new protective tariff with the object of producing a yearly increase in the revenue of two millions. <box>638 235 811 297</box>
article-text: The following is the conclusion of our report of the sports at Parawai yesterday:— <box>821 576 955 608</box>
article-text: His Worship the Mayor called for three cheers for the Representatives. Major Murray stepped to the front and called for three cheers for His Worship the Mayor. Three cheers were then given for Major Murray, after which the Major said thanks were due to the local press—the Thames Advertiser and the Star—for the manner in which the information from Nelson was supplied. The officers were then ordered to fall in, the several companies falling into their places, and the order of march re-formed. The Naval Band then led the column along Albert street and on through Shortland. A very large number of people accompanied the march, and during the address by Mr McCullough, the windows of Rowe's buildings, the windows of the Pacific and Wharf Hotels, and outside the Academy of Music was crowded by a large assemblage of people, principally ladies. Great enthusiasm prevailed throughout the whole proceedings. <box>965 2076 1100 2427</box>
batsman-runs: 0 <box>948 1854 955 1865</box>
batsman-score-row <box>821 1896 954 1906</box>
batsman-name: Higginson, c Battle, b Burgess <box>821 1574 949 1596</box>
article-text: the respective yields of 56ozs 2dwts, and 19ozs 16dwts gold. <box>638 44 811 65</box>
race-result: 12—MAORI RACE (¼ mile) open to all—1st prize, £2; 2nd, 10s. Entrance 2s. Three entered. The race was won by Mauukau, Smith Williams being second. This concluded the programme of sports, and after the school children had had tea served on the green, the procession was reformed, and returned to town, after spending a most enjoyable day had been spent. <box>821 1113 955 1248</box>
batsman-runs: 3 <box>948 2000 955 2011</box>
reserved-line: Reserved. <box>65 1444 108 1455</box>
